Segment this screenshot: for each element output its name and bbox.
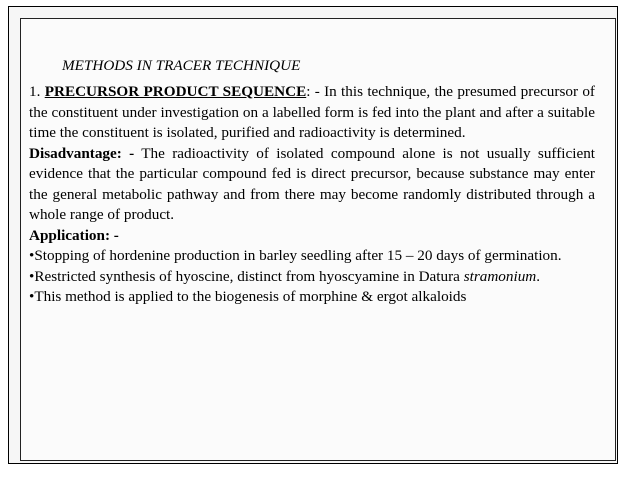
application-label: Application: - (29, 226, 119, 244)
bullet-text: •Restricted synthesis of hyoscine, distinct from hyoscyamine in Datura (29, 267, 464, 285)
disadvantage-text: The radioactivity of isolated compound alone is not usually sufficient evidence that the particular compound fed is direct precursor, because substance may enter the general metabolic pathway and from there may become randomly distributed through a whole range of product. (29, 144, 596, 223)
section-number: 1. (29, 83, 41, 100)
slide-heading: METHODS IN TRACER TECHNIQUE (62, 57, 301, 74)
section-intro: : - In this technique, the presumed precursor of the constituent under investigation on a labelled form is fed into the plant and after a suitable time the constituent is isolated, purified and radioactivity is determined. (29, 83, 595, 141)
slide-body (29, 54, 595, 308)
bullet-suffix: . (536, 267, 541, 285)
species-name: stramonium (463, 267, 537, 285)
section-precursor-product (29, 82, 595, 144)
bullet-item (29, 287, 595, 308)
bullet-item (29, 267, 595, 288)
bullet-text: •Stopping of hordenine production in barley seedling after 15 – 20 days of germination. (29, 247, 562, 264)
bullet-item (29, 246, 595, 267)
disadvantage-label: Disadvantage: - (29, 144, 135, 162)
bullet-text: •This method is applied to the biogenesis of morphine & ergot alkaloids (29, 288, 467, 305)
disadvantage-paragraph (29, 144, 595, 226)
section-title: PRECURSOR PRODUCT SEQUENCE (44, 83, 307, 100)
